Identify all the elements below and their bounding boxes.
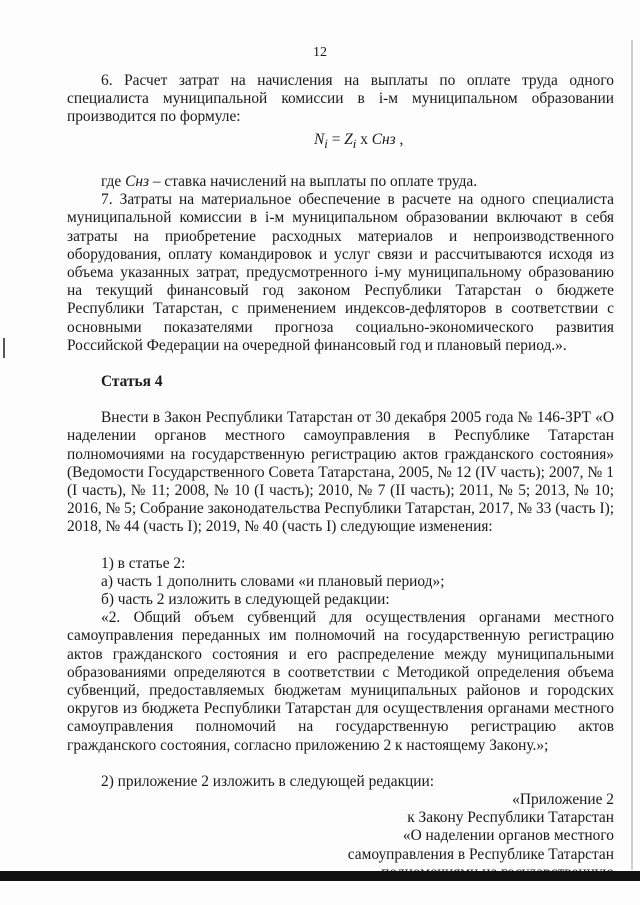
formula-comma: , <box>395 130 404 148</box>
margin-mark <box>3 338 5 358</box>
formula-z-index: i <box>352 136 357 151</box>
where-variable: Снз <box>125 172 149 190</box>
formula-times: х <box>356 130 372 148</box>
document-body <box>67 72 614 882</box>
formula <box>67 131 614 153</box>
page-number: 12 <box>313 45 327 60</box>
formula-explanation <box>67 173 614 191</box>
formula-snz: Снз <box>371 130 396 148</box>
formula-z: Z <box>344 130 353 148</box>
article-intro: Внести в Закон Республики Татарстан от 30 декабря 2005 года № 146-ЗРТ «О наделении органов местного самоуправления в Республике Татарстан полномочиями на государственную регистрацию актов гражданского состояния» (Ведомости Государственного Совета Татарстана, 2005, № 12 (IV часть); 2007, № 1 (I часть), № 11; 2008, № 10 (I часть); 2010, № 7 (II часть); 2011, № 5; 2013, № 10; 2016, № 5; Собрание законодательства Республики Татарстан, 2017, № 33 (часть I); 2018, № 44 (часть I); 2019, № 40 (часть I) следующие изменения: <box>67 409 614 536</box>
appendix-line-4: самоуправления в Республике Татарстан <box>347 845 614 863</box>
paragraph-7: 7. Затраты на материальное обеспечение в расчете на одного специалиста муниципальной комиссии в i-м муниципальном образовании включают в себя затраты на приобретение расходных материалов и непроизводственного оборудования, оплату командировок и услуг связи и рассчитываются исходя из объема указанных затрат, предусмотренного i-му муниципальному образованию на текущий финансовый год законом Республики Татарстан о бюджете Республики Татарстан, с применением индексов-дефляторов в соответствии с основными показателями прогноза социально-экономического развития Российской Федерации на очередной финансовый год и плановый период.». <box>67 191 614 354</box>
scan-edge-shadow <box>631 40 633 870</box>
list-item-2: 2) приложение 2 изложить в следующей редакции: <box>101 772 435 790</box>
formula-n-index: i <box>324 136 328 151</box>
list-item-1: 1) в статье 2: <box>101 554 186 572</box>
list-item-1b: б) часть 2 изложить в следующей редакции: <box>101 590 390 608</box>
scan-bottom-edge <box>0 871 640 881</box>
formula-n: N <box>314 130 325 148</box>
formula-equals: = <box>327 130 345 148</box>
appendix-line-3: «О наделении органов местного <box>402 827 614 845</box>
list-item-1a: а) часть 1 дополнить словами «и плановый период»; <box>101 572 445 590</box>
appendix-line-2: к Закону Республики Татарстан <box>407 809 614 827</box>
quoted-part-2: «2. Общий объем субвенций для осуществления органами местного самоуправления переданных им полномочий на государственную регистрацию актов гражданского состояния и его распределение между муниципальными образованиями определяются в соответствии с Методикой определения объема субвенций, предоставляемых бюджетам муниципальных районов и городских округов из бюджета Республики Татарстан для осуществления органами местного самоуправления полномочий на государственную регистрацию актов гражданского состояния, согласно приложению 2 к настоящему Закону.»; <box>67 609 614 754</box>
where-prefix: где <box>101 172 126 190</box>
appendix-title: «Приложение 2 <box>512 790 614 808</box>
article-heading: Статья 4 <box>101 372 163 390</box>
paragraph-6: 6. Расчет затрат на начисления на выплаты по оплате труда одного специалиста муниципальной комиссии в i-м муниципальном образовании производится по формуле: <box>67 72 614 126</box>
where-text: – ставка начислений на выплаты по оплате труда. <box>148 172 478 190</box>
